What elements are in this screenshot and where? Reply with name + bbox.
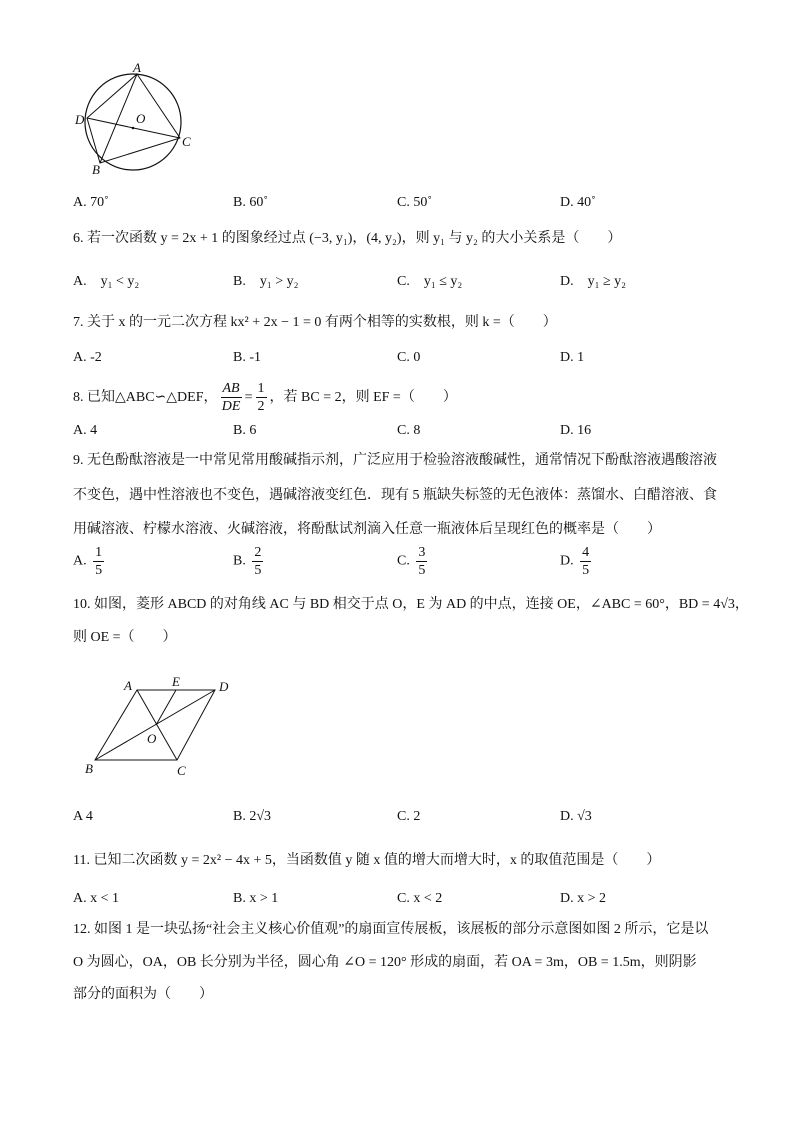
label-O: O [136, 111, 146, 126]
label-C: C [177, 763, 186, 778]
q8-option-b[interactable]: B. 6 [233, 423, 257, 438]
label-E: E [172, 674, 180, 689]
q12-line-3: 部分的面积为（ ） [73, 987, 213, 1002]
numerator: 1 [95, 545, 103, 560]
q11-option-a[interactable]: A. x < 1 [73, 891, 120, 906]
q10-option-d[interactable]: D. √3 [560, 809, 592, 824]
q7-option-c[interactable]: C. 0 [397, 350, 421, 365]
q12-line-2: O 为圆心，OA，OB 长分别为半径，圆心角 ∠O = 120° 形成的扇面，若 OA = 3m，OB = 1.5m，则阴影 [73, 955, 697, 970]
denominator: 5 [582, 563, 590, 578]
denominator: 2 [257, 399, 265, 415]
q7-option-b[interactable]: B. -1 [233, 350, 261, 365]
label: B. [233, 553, 246, 569]
q9-option-b[interactable] [233, 544, 266, 579]
option-b[interactable]: B. 60˚ [233, 195, 268, 210]
rhombus-figure [80, 670, 250, 780]
label-O: O [147, 731, 157, 746]
numerator: AB [222, 381, 240, 397]
q8-option-a[interactable]: A. 4 [73, 423, 98, 438]
q10-line-2: 则 OE =（ ） [73, 630, 177, 645]
denominator: 5 [254, 563, 262, 578]
q10-option-a[interactable]: A 4 [73, 809, 93, 824]
q9-option-c[interactable] [397, 544, 430, 579]
q11-option-d[interactable]: D. x > 2 [560, 891, 607, 906]
numerator: 4 [582, 545, 590, 560]
denominator: 5 [95, 563, 103, 578]
label: A. [73, 553, 87, 569]
option-d[interactable]: D. 40˚ [560, 195, 596, 210]
q7-stem: 7. 关于 x 的一元二次方程 kx² + 2x − 1 = 0 有两个相等的实数根，则 k =（ ） [73, 315, 557, 330]
q9-line-3: 用碱溶液、柠檬水溶液、火碱溶液，将酚酞试剂滴入任意一瓶液体后呈现红色的概率是（ ） [73, 522, 661, 537]
label-D: D [219, 679, 229, 694]
q7-option-d[interactable]: D. 1 [560, 350, 585, 365]
q9-option-d[interactable] [560, 544, 594, 579]
label-B: B [85, 761, 93, 776]
label: C. [397, 553, 410, 569]
q7-option-a[interactable]: A. -2 [73, 350, 102, 365]
q9-line-1: 9. 无色酚酞溶液是一中常见常用酸碱指示剂，广泛应用于检验溶液酸碱性，通常情况下酚酞溶液遇酸溶液 [73, 453, 717, 468]
q10-option-c[interactable]: C. 2 [397, 809, 421, 824]
option-a[interactable]: A. 70˚ [73, 195, 109, 210]
q11-option-b[interactable]: B. x > 1 [233, 891, 279, 906]
q6-option-c[interactable]: C. y₁ ≤ y₂ [397, 274, 463, 289]
q8-option-c[interactable]: C. 8 [397, 423, 421, 438]
q11-stem: 11. 已知二次函数 y = 2x² − 4x + 5，当函数值 y 随 x 值的增大而增大时，x 的取值范围是（ ） [73, 853, 661, 868]
numerator: 3 [418, 545, 426, 560]
q6-option-a[interactable]: A. y₁ < y₂ [73, 274, 140, 289]
q6-option-b[interactable]: B. y₁ > y₂ [233, 274, 299, 289]
q10-line-1: 10. 如图，菱形 ABCD 的对角线 AC 与 BD 相交于点 O，E 为 AD 的中点，连接 OE，∠ABC = 60°，BD = 4√3， [73, 597, 749, 612]
q12-line-1: 12. 如图 1 是一块弘扬“社会主义核心价值观”的扇面宣传展板，该展板的部分示意图如图 2 所示，它是以 [73, 922, 709, 937]
label-A: A [124, 678, 132, 693]
label-C: C [182, 134, 191, 149]
numerator: 2 [254, 545, 262, 560]
label-B: B [92, 162, 100, 177]
label-D: D [75, 112, 85, 127]
q8-stem-post: ，若 BC = 2，则 EF =（ ） [269, 390, 457, 405]
q9-option-a[interactable] [73, 544, 107, 579]
denominator: DE [221, 399, 241, 415]
q8-fraction-ratio [221, 380, 242, 415]
q9-line-2: 不变色，遇中性溶液也不变色，遇碱溶液变红色．现有 5 瓶缺失标签的无色液体：蒸馏水、白醋溶液、食 [73, 488, 717, 503]
equals: = [244, 390, 253, 405]
q8-option-d[interactable]: D. 16 [560, 423, 592, 438]
label: D. [560, 553, 574, 569]
q6-option-d[interactable]: D. y₁ ≥ y₂ [560, 274, 627, 289]
q6-stem: 6. 若一次函数 y = 2x + 1 的图象经过点 (−3, y₁)，(4, y₂)，则 y₁ 与 y₂ 的大小关系是（ ） [73, 231, 622, 246]
circle-figure [70, 62, 200, 182]
numerator: 1 [257, 381, 265, 397]
denominator: 5 [418, 563, 426, 578]
q8-fraction-half [256, 380, 267, 415]
q8-stem [73, 380, 457, 416]
q11-option-c[interactable]: C. x < 2 [397, 891, 443, 906]
q8-stem-pre: 8. 已知△ABC∽△DEF， [73, 390, 218, 405]
q10-option-b[interactable]: B. 2√3 [233, 809, 272, 824]
option-c[interactable]: C. 50˚ [397, 195, 432, 210]
label-A: A [133, 62, 141, 75]
